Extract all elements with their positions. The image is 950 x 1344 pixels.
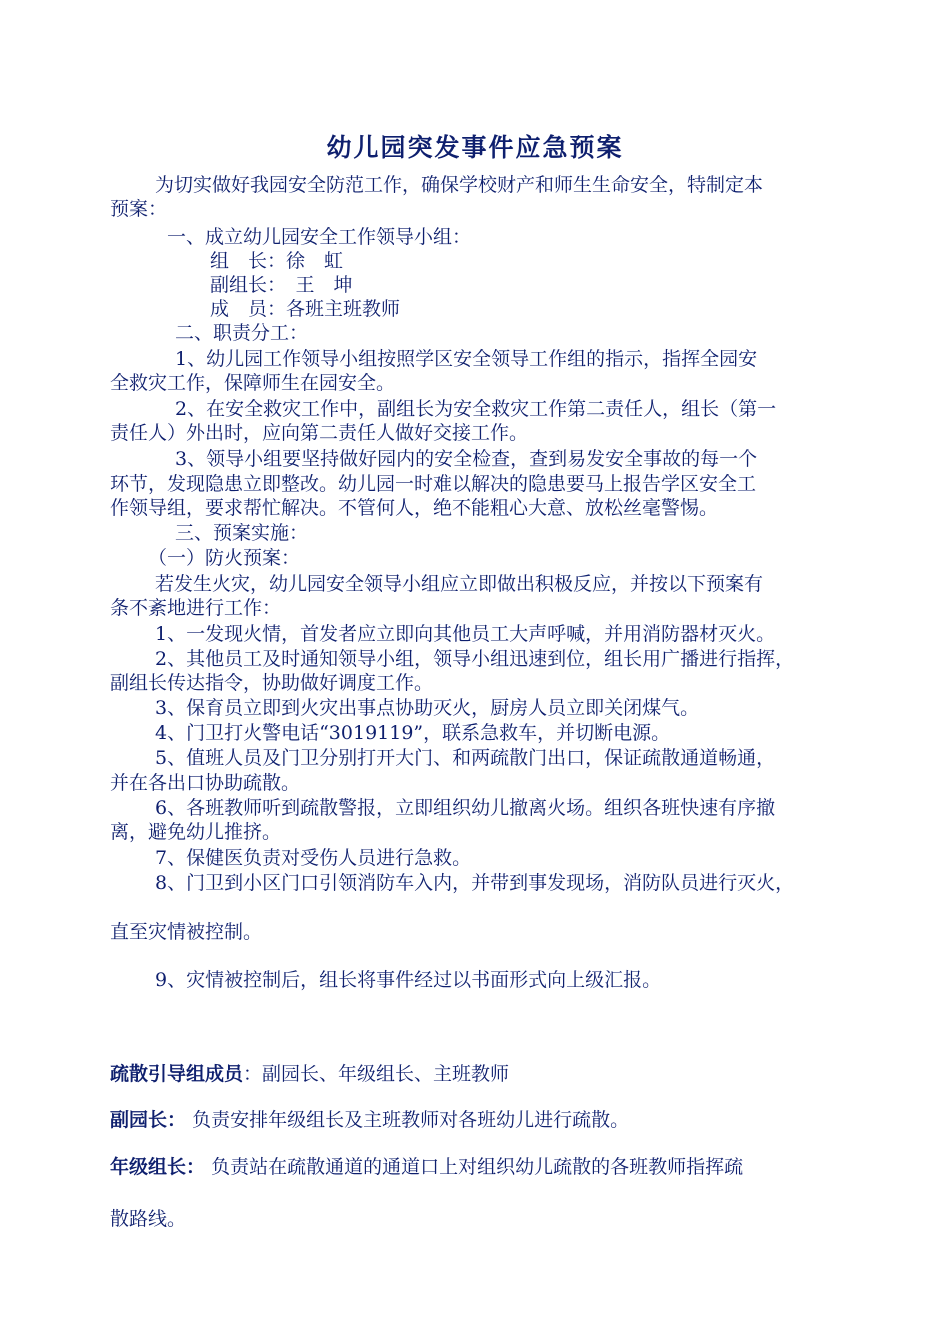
fire-step-8-line-1: 8、门卫到小区门口引领消防车入内，并带到事发现场，消防队员进行灭火， — [155, 872, 795, 894]
duty-3-line-2: 环节，发现隐患立即整改。幼儿园一时难以解决的隐患要马上报告学区安全工 — [110, 473, 757, 495]
fire-step-6-line-2: 离，避免幼儿推挤。 — [110, 821, 282, 843]
role-text: 负责安排年级组长及主班教师对各班幼儿进行疏散。 — [192, 1109, 630, 1131]
fire-step-2-line-2: 副组长传达指令，协助做好调度工作。 — [110, 672, 434, 694]
fire-step-6-line-1: 6、各班教师听到疏散警报，立即组织幼儿撤离火场。组织各班快速有序撤 — [155, 797, 776, 819]
fire-step-5-line-2: 并在各出口协助疏散。 — [110, 772, 301, 794]
fire-step-4: 4、门卫打火警电话“3019119”，联系急救车，并切断电源。 — [155, 722, 671, 744]
role-label: 疏散引导组成员 — [110, 1063, 244, 1085]
fire-step-1: 1、一发现火情，首发者应立即向其他员工大声呼喊，并用消防器材灭火。 — [155, 623, 776, 645]
fire-step-7: 7、保健医负责对受伤人员进行急救。 — [155, 847, 472, 869]
fire-step-9: 9、灾情被控制后，组长将事件经过以书面形式向上级汇报。 — [155, 969, 662, 991]
fire-step-5-line-1: 5、值班人员及门卫分别打开大门、和两疏散门出口，保证疏散通道畅通， — [155, 747, 776, 769]
role-grade-leader-cont: 散路线。 — [110, 1208, 187, 1230]
fire-plan-heading: （一）防火预案： — [148, 547, 301, 569]
leader-line: 组 长：徐 虹 — [210, 250, 344, 272]
role-text: ：副园长、年级组长、主班教师 — [243, 1063, 510, 1085]
document-title: 幼儿园突发事件应急预案 — [326, 133, 624, 162]
duty-3-line-3: 作领导组，要求帮忙解决。不管何人，绝不能粗心大意、放松丝毫警惕。 — [110, 497, 719, 519]
role-evacuation-team — [110, 1062, 509, 1086]
intro-line-1: 为切实做好我园安全防范工作，确保学校财产和师生生命安全，特制定本 — [155, 174, 764, 196]
duty-2-line-1: 2、在安全救灾工作中，副组长为安全救灾工作第二责任人，组长（第一 — [175, 398, 777, 420]
duty-3-line-1: 3、领导小组要坚持做好园内的安全检查，查到易发安全事故的每一个 — [175, 448, 758, 470]
intro-line-2: 预案： — [110, 198, 168, 220]
role-grade-leader — [110, 1155, 743, 1179]
duty-2-line-2: 责任人）外出时，应向第二责任人做好交接工作。 — [110, 422, 529, 444]
fire-step-2-line-1: 2、其他员工及时通知领导小组，领导小组迅速到位，组长用广播进行指挥， — [155, 648, 795, 670]
fire-lead-line-1: 若发生火灾，幼儿园安全领导小组应立即做出积极反应，并按以下预案有 — [155, 573, 764, 595]
role-label: 副园长： — [110, 1109, 187, 1131]
role-label: 年级组长： — [110, 1156, 206, 1178]
deputy-line: 副组长： 王 坤 — [210, 274, 353, 296]
section3-heading: 三、预案实施： — [175, 522, 309, 544]
role-vice-principal — [110, 1108, 629, 1132]
role-text: 负责站在疏散通道的通道口上对组织幼儿疏散的各班教师指挥疏 — [211, 1156, 744, 1178]
members-line: 成 员：各班主班教师 — [210, 298, 401, 320]
fire-step-8-line-2: 直至灾情被控制。 — [110, 921, 263, 943]
duty-1-line-2: 全救灾工作，保障师生在园安全。 — [110, 372, 396, 394]
section1-heading: 一、成立幼儿园安全工作领导小组： — [167, 226, 472, 248]
fire-lead-line-2: 条不紊地进行工作： — [110, 597, 282, 619]
fire-step-3: 3、保育员立即到火灾出事点协助灭火，厨房人员立即关闭煤气。 — [155, 697, 700, 719]
duty-1-line-1: 1、幼儿园工作领导小组按照学区安全领导工作组的指示，指挥全园安 — [175, 348, 758, 370]
section2-heading: 二、职责分工： — [175, 322, 309, 344]
